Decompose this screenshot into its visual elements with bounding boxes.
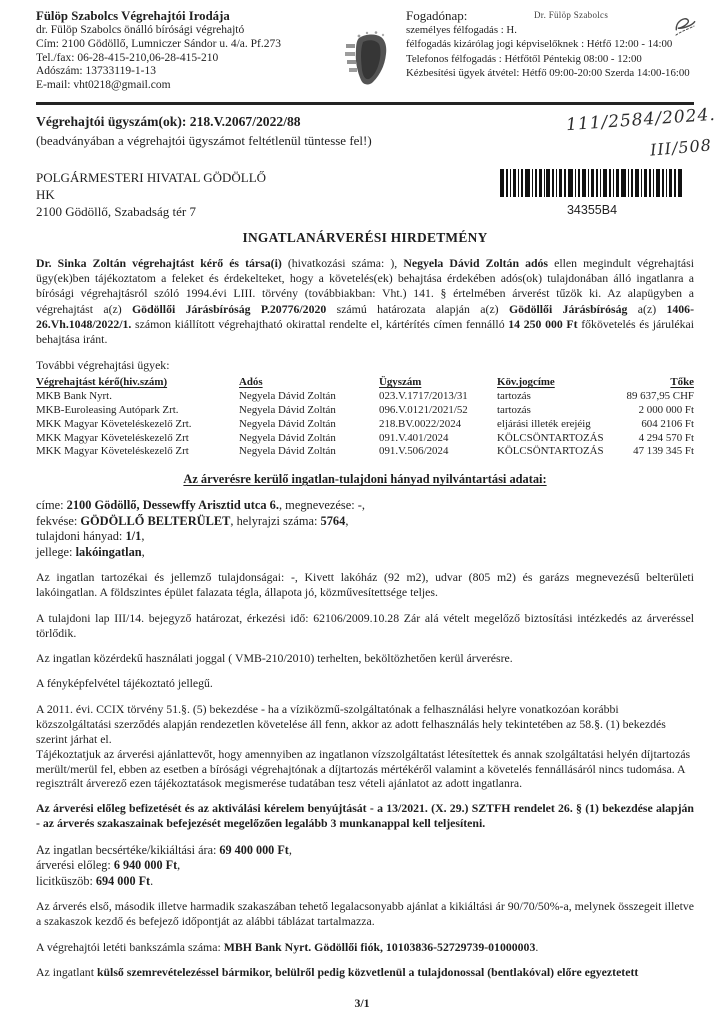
table-header-principal: Tőke [670, 376, 694, 389]
letterhead [36, 8, 694, 95]
cell-case-number: 023.V.1717/2013/31 [379, 390, 468, 403]
bank-account-line: A végrehajtói letéti bankszámla száma: MBH Bank Nyrt. Gödöllői fiók, 10103836-52729739-01000003. [36, 939, 539, 954]
document-title: INGATLANÁRVERÉSI HIRDETMÉNY [242, 230, 488, 245]
cases-table [36, 375, 694, 459]
cell-creditor: MKB-Euroleasing Autópark Zrt. [36, 404, 179, 417]
photo-note-paragraph: A fényképfelvétel tájékoztató jellegű. [36, 676, 213, 691]
cell-debtor: Negyela Dávid Zoltán [239, 417, 336, 430]
inspection-paragraph: Az ingatlant külső szemrevételezéssel bármikor, belülről pedig közvetlenül a tulajdonossal (bentlakóval) előre egyeztetett [36, 964, 639, 979]
office-address-line: Cím: 2100 Gödöllő, Lumniczer Sándor u. 4/a. Pf.273 [36, 37, 281, 50]
cell-principal: 47 139 345 Ft [633, 445, 694, 458]
reception-line: személyes félfogadás : H. [406, 24, 517, 37]
cell-debtor: Negyela Dávid Zoltán [239, 445, 336, 458]
property-address-line: címe: 2100 Gödöllő, Dessewffy Arisztid utca 6., megnevezése: -, [36, 498, 365, 513]
price-block [36, 843, 694, 890]
reception-title: Fogadónap: [406, 8, 468, 23]
cell-debtor: Negyela Dávid Zoltán [239, 390, 336, 403]
office-phone-line: Tel./fax: 06-28-415-210,06-28-415-210 [36, 51, 219, 64]
auction-advance-line: árverési előleg: 6 940 000 Ft, [36, 858, 181, 873]
case-note-line: (beadványában a végrehajtói ügyszámot feltétlenül tüntesse fel!) [36, 133, 372, 148]
officer-line: dr. Fülöp Szabolcs önálló bírósági végrehajtó [36, 24, 245, 36]
table-header-row [36, 375, 694, 390]
recipient-line-2: HK [36, 187, 55, 202]
water-utility-block [36, 702, 694, 791]
letterhead-reception-block [400, 8, 694, 80]
office-email-line: E-mail: vht0218@gmail.com [36, 79, 171, 92]
table-row [36, 390, 694, 404]
reception-line: Kézbesítési ügyek átvétel: Hétfő 09:00-20:00 Szerda 14:00-16:00 [406, 66, 690, 79]
table-row [36, 418, 694, 432]
cell-case-number: 096.V.0121/2021/52 [379, 404, 468, 417]
cell-case-number: 091.V.401/2024 [379, 431, 449, 444]
cell-case-number: 218.BV.0022/2024 [379, 417, 462, 430]
cell-principal: 604 2106 Ft [641, 417, 694, 430]
official-seal-icon [336, 8, 400, 95]
intro-paragraph: Dr. Sinka Zoltán végrehajtást kérő és társa(i) (hivatkozási száma: ), Negyela Dávid Zoltán adós ellen megindult végrehajtási ügy(ek)ben tájékoztatom a feleket és érdekelteket, hogy a követelés(ek) behajtása érdekében adós(ok) tulajdonában álló ingatlanra a bírósági végrehajtásról szóló 1994.évi LIII. törvény (továbbiakban: Vht.) 141. § értelmében árverést tűzök ki. Az alapügyben a végrehajtást a(z) Gödöllői Járásbíróság P.20776/2020 számú határozata alapján a(z) Gödöllői Járásbíróság a(z) 1406-26.Vh.1048/2022/1. számon kiállított végrehajtható okirattal rendelte el, kártérítés címen fennálló 14 250 000 Ft főkövetelés és járulékai behajtása iránt. [36, 256, 694, 347]
property-data-block [36, 498, 694, 560]
table-row [36, 404, 694, 418]
cell-creditor: MKK Magyar Követeléskezelő Zrt [36, 431, 189, 444]
auction-stages-paragraph: Az árverés első, második illetve harmadik szakaszában tehető legalacsonyabb ajánlat a kikiáltási ár 90/70/50%-a, melynek összegeit illetve a szakaszok kezdő és befejező időpontját az alábbi táblázat tartalmazza. [36, 899, 694, 929]
office-name: Fülöp Szabolcs Végrehajtói Irodája [36, 9, 230, 23]
cell-claim-title: KÖLCSÖNTARTOZÁS [497, 431, 604, 444]
barcode-icon [498, 169, 686, 197]
cell-claim-title: tartozás [497, 404, 531, 417]
cell-claim-title: eljárási illeték erejéig [497, 417, 591, 430]
recipient-name: POLGÁRMESTERI HIVATAL GÖDÖLLŐ [36, 170, 267, 185]
deposit-rule-paragraph: Az árverési előleg befizetését és az aktiválási kérelem benyújtását - a 13/2021. (X. 29.) SZTFH rendelet 26. § (1) bekezdése alapján - az árverés szakaszainak befejezését megelőzően legalább 3 munkanappal kell teljesíteni. [36, 801, 694, 831]
estimated-value-line: Az ingatlan becsértéke/kikiáltási ára: 69 400 000 Ft, [36, 842, 292, 857]
cell-claim-title: tartozás [497, 390, 531, 403]
cell-principal: 89 637,95 CHF [626, 390, 694, 403]
table-header-debtor: Adós [239, 376, 263, 389]
cell-principal: 4 294 570 Ft [638, 431, 694, 444]
cell-creditor: MKK Magyar Követeléskezelő Zrt [36, 445, 189, 458]
further-cases-label: További végrehajtási ügyek: [36, 358, 170, 373]
handwritten-ref-2: III/508 [649, 135, 713, 160]
cell-case-number: 091.V.506/2024 [379, 445, 449, 458]
public-use-paragraph: Az ingatlan közérdekű használati joggal ( VMB-210/2010) terhelten, beköltözhetően kerül árverésre. [36, 651, 513, 666]
table-row [36, 445, 694, 459]
recipient-row [36, 169, 694, 220]
cell-principal: 2 000 000 Ft [638, 404, 694, 417]
cell-debtor: Negyela Dávid Zoltán [239, 404, 336, 417]
barcode-block [496, 169, 688, 220]
water-law-paragraph: A 2011. évi. CCIX törvény 51.§. (5) bekezdése - ha a víziközmű-szolgáltatónak a felhasználási helyre vonatkozóan korábbi közszolgáltatási szerződés alapján rendezetlen követelése áll fenn, akkor az adott felhasználás hely tekintetében az 58.§. (1) bekezdés szerint járhat el. [36, 702, 666, 747]
bid-step-line: licitküszöb: 694 000 Ft. [36, 873, 154, 888]
reception-line: félfogadás kizárólag jogi képviselőknek : Hétfő 12:00 - 14:00 [406, 38, 673, 51]
cell-debtor: Negyela Dávid Zoltán [239, 431, 336, 444]
table-row [36, 432, 694, 446]
property-section-header: Az árverésre kerülő ingatlan-tulajdoni hányad nyilvántartási adatai: [183, 472, 547, 487]
typed-officer-name: Dr. Fülöp Szabolcs [534, 10, 609, 20]
barcode-label: 34355B4 [566, 203, 618, 217]
case-number-line: Végrehajtói ügyszám(ok): 218.V.2067/2022/88 [36, 114, 301, 129]
handwritten-signature-icon [668, 12, 708, 47]
features-paragraph: Az ingatlan tartozékai és jellemző tulajdonságai: -, Kivett lakóház (92 m2), udvar (805 m2) és garázs megnevezésű belterületi lakóingatlan. A földszintes épület falazata tégla, állapota jó, közművesítettsége teljes. [36, 570, 694, 600]
recipient-address: 2100 Gödöllő, Szabadság tér 7 [36, 204, 196, 219]
property-type-line: jellege: lakóingatlan, [36, 544, 145, 559]
header-divider [36, 102, 694, 105]
table-header-case-number: Ügyszám [379, 376, 422, 389]
handwritten-ref-1: 111/2584/2024. [565, 104, 717, 136]
table-header-claim-title: Köv.jogcíme [497, 376, 555, 389]
cell-claim-title: KÖLCSÖNTARTOZÁS [497, 445, 604, 458]
letterhead-office-block [36, 8, 336, 93]
property-share-line: tulajdoni hányad: 1/1, [36, 529, 145, 544]
recipient-block [36, 169, 266, 220]
property-location-line: fekvése: GÖDÖLLŐ BELTERÜLET, helyrajzi száma: 5764, [36, 513, 349, 528]
table-header-creditor: Végrehajtást kérő(hiv.szám) [36, 376, 168, 389]
cell-creditor: MKB Bank Nyrt. [36, 390, 112, 403]
cell-creditor: MKK Magyar Követeléskezelő Zrt. [36, 417, 192, 430]
reception-line: Telefonos félfogadás : Hétfőtől Péntekig 08:00 - 12:00 [406, 52, 642, 65]
land-registry-paragraph: A tulajdoni lap III/14. bejegyző határozat, érkezési idő: 62106/2009.10.28 Zár alá vételt megelőző biztosítási intézkedés az árveréssel törlődik. [36, 610, 694, 640]
office-tax-line: Adószám: 13733119-1-13 [36, 65, 156, 78]
page-number: 3/1 [354, 996, 370, 1010]
water-info-paragraph: Tájékoztatjuk az árverési ajánlattevőt, hogy amennyiben az ingatlanon vízszolgáltatást létesítettek és annak szolgáltatási helyén díjtartozás merült/merül fel, ebben az esetben a bírósági végrehajtónak a díjtartozás mértékéről valamint a követelés fennállásáról nincs tudomása. A regisztrált árverező ezen tájékoztatások megismerése tudatában tesz vételi ajánlatot az adott ingatlanra. [36, 746, 691, 791]
